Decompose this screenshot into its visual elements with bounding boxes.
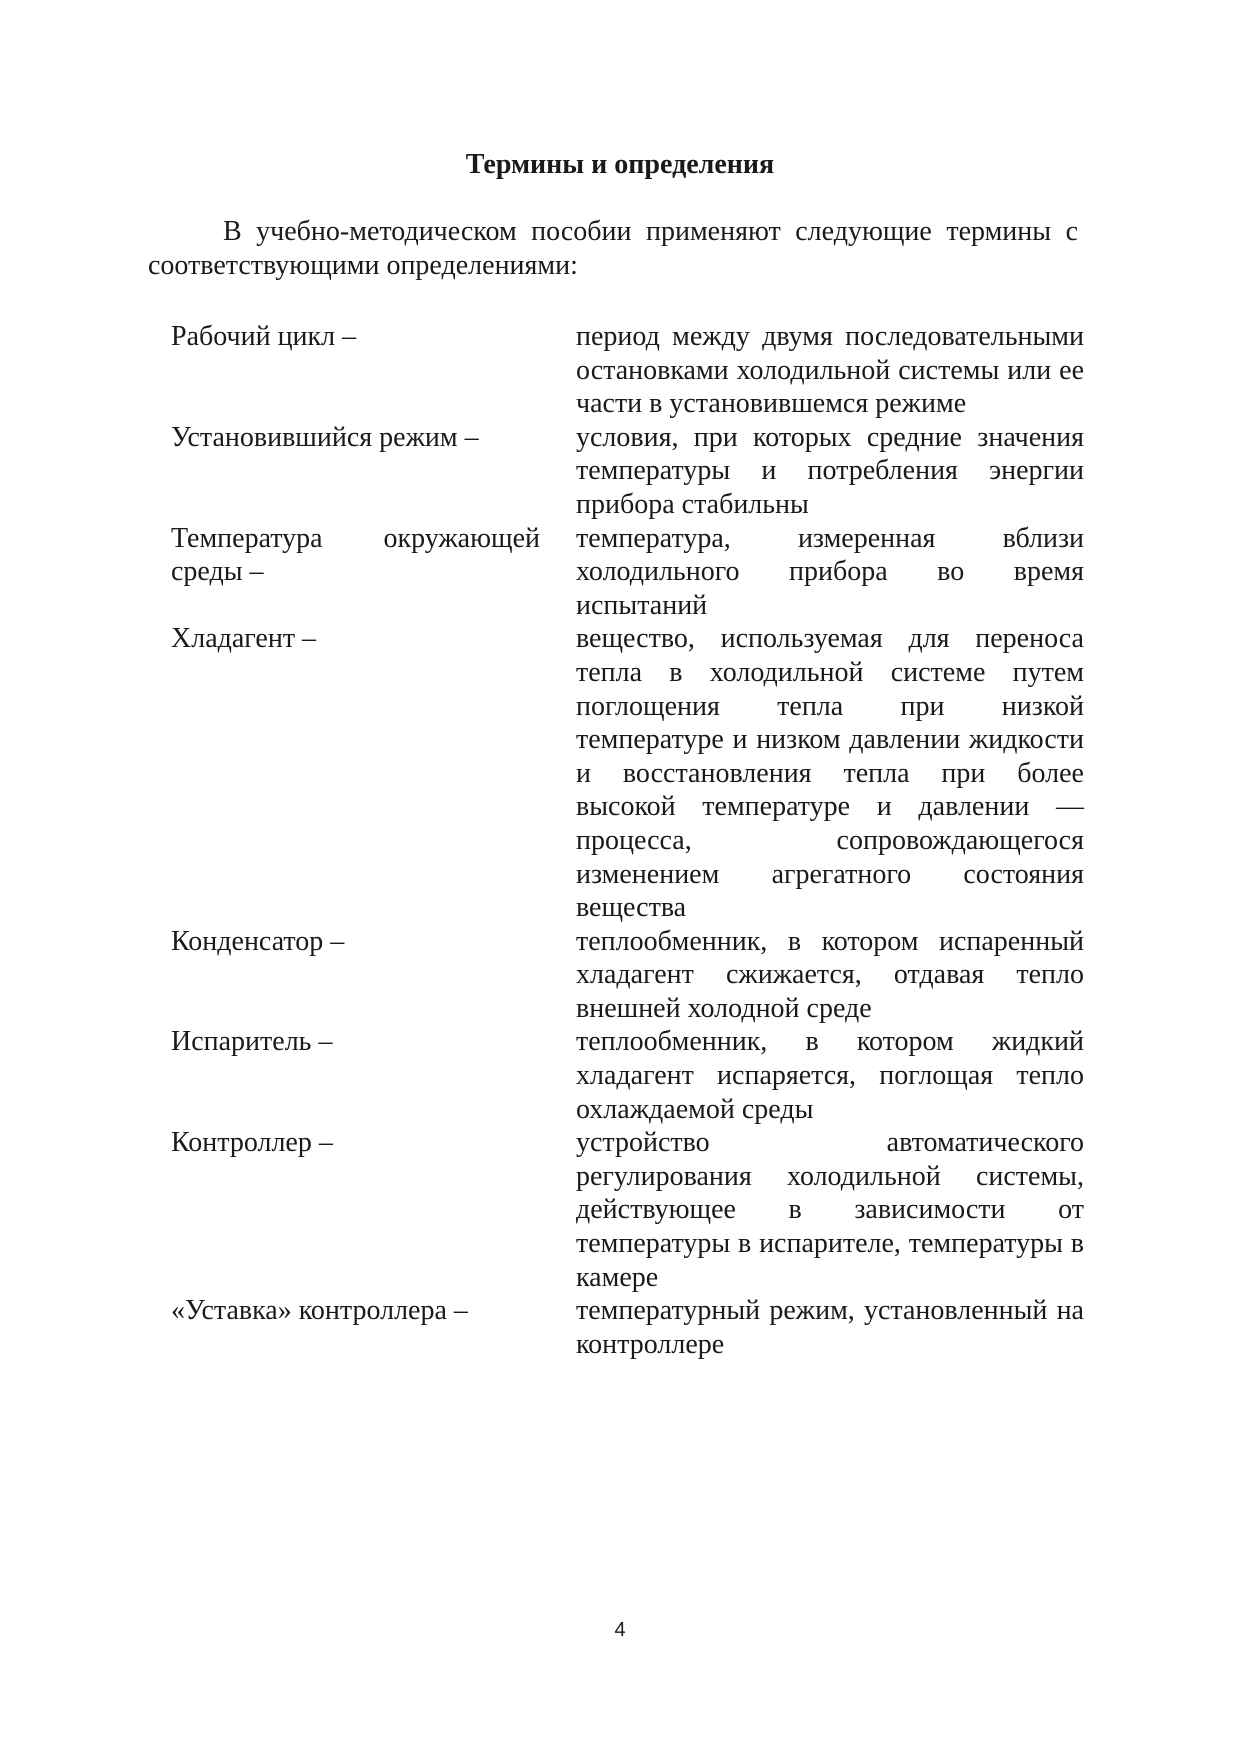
term-row (171, 1025, 1084, 1126)
term-definition: температурный режим, установленный на контроллере (576, 1295, 1084, 1360)
term-label: Рабочий цикл – (171, 321, 357, 352)
term-label: Конденсатор – (171, 925, 345, 957)
term-row (171, 925, 1084, 1026)
term-row (171, 1294, 1084, 1361)
page-number: 4 (614, 1619, 626, 1641)
term-row (171, 622, 1084, 924)
term-label: «Уставка» контроллера – (171, 1295, 468, 1327)
term-definition: условия, при которых средние значения температуры и потребления энергии прибора стабильны (576, 421, 1084, 520)
term-row (171, 320, 1084, 421)
terms-list (171, 320, 1084, 1361)
term-definition: устройство автоматического регулирования холодильной системы, действующее в зависимости от температуры в испарителе, температуры в камере (576, 1127, 1084, 1293)
term-definition: температура, измеренная вблизи холодильного прибора во время испытаний (576, 522, 1084, 621)
term-definition: теплообменник, в котором жидкий хладагент испаряется, поглощая тепло охлаждаемой среды (576, 1026, 1084, 1125)
term-label: Испаритель – (171, 1026, 333, 1058)
term-label: Хладагент – (171, 623, 317, 655)
term-row (171, 522, 1084, 623)
term-label: Контроллер – (171, 1127, 333, 1159)
term-label: Температура окружающей среды – (171, 522, 540, 588)
page-title: Термины и определения (465, 149, 775, 180)
term-row (171, 1126, 1084, 1294)
term-row (171, 421, 1084, 522)
term-definition: теплообменник, в котором испаренный хладагент сжижается, отдавая тепло внешней холодной среде (576, 925, 1084, 1024)
term-label: Установившийся режим – (171, 421, 479, 453)
intro-paragraph: В учебно-методическом пособии применяют следующие термины с соответствующими определениями: (148, 216, 1078, 281)
term-definition: вещество, используемая для переноса тепла в холодильной системе путем поглощения тепла при низкой температуре и низком давлении жидкости и восстановления тепла при более высокой температуре и давлении — процесса, сопровождающегося изменением агрегатного состояния вещества (576, 623, 1084, 924)
term-definition: период между двумя последовательными остановками холодильной системы или ее части в установившемся режиме (576, 321, 1084, 420)
